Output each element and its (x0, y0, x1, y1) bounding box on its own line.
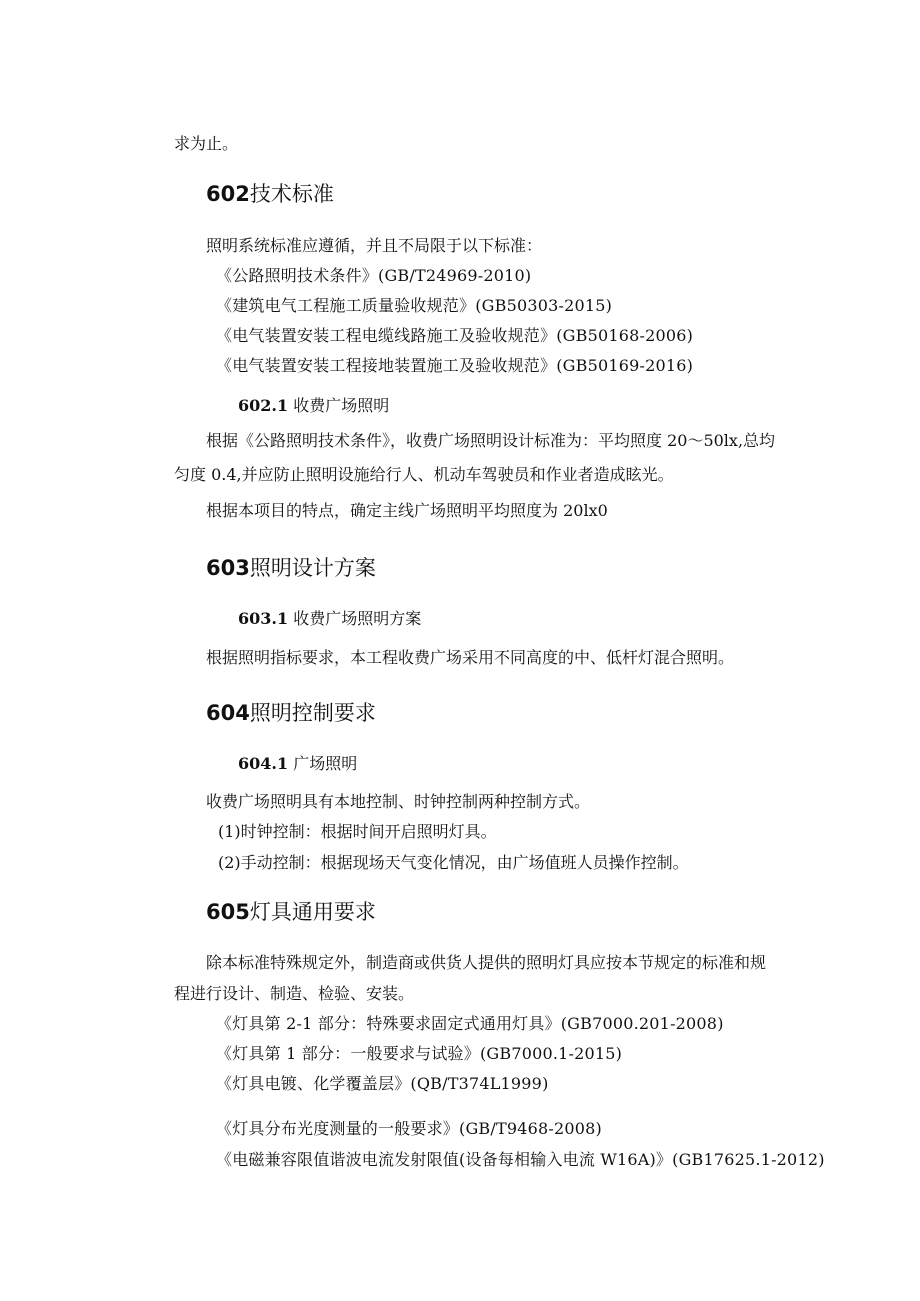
subsection-604-1-heading (238, 753, 357, 775)
section-title: 灯具通用要求 (249, 900, 376, 924)
standard-reference: 《灯具电镀、化学覆盖层》(QB/T374L1999) (216, 1074, 549, 1093)
list-item: (2)手动控制：根据现场天气变化情况，由广场值班人员操作控制。 (218, 853, 689, 872)
section-title: 照明控制要求 (249, 701, 376, 725)
section-number: 602 (206, 182, 250, 206)
paragraph: 照明系统标准应遵循，并且不局限于以下标准： (206, 236, 543, 255)
paragraph: 程进行设计、制造、检验、安装。 (174, 984, 415, 1003)
subsection-603-1-heading (238, 608, 421, 630)
subsection-602-1-heading (238, 395, 389, 417)
subsection-number: 604.1 (238, 754, 289, 773)
standard-reference: 《灯具第 2-1 部分：特殊要求固定式通用灯具》(GB7000.201-2008) (216, 1014, 724, 1033)
section-603-heading (206, 554, 376, 582)
standard-reference: 《公路照明技术条件》(GB/T24969-2010) (216, 266, 532, 285)
section-number: 605 (206, 900, 250, 924)
list-item: (1)时钟控制：根据时间开启照明灯具。 (218, 822, 497, 841)
standard-reference: 《建筑电气工程施工质量验收规范》(GB50303-2015) (216, 296, 613, 315)
standard-reference: 《灯具分布光度测量的一般要求》(GB/T9468-2008) (216, 1119, 602, 1138)
paragraph: 根据照明指标要求，本工程收费广场采用不同高度的中、低杆灯混合照明。 (206, 648, 735, 667)
section-title: 技术标准 (249, 182, 334, 206)
paragraph: 根据本项目的特点，确定主线广场照明平均照度为 20lx0 (206, 501, 608, 520)
standard-reference: 《电磁兼容限值谐波电流发射限值(设备每相输入电流 W16A)》(GB17625.1-2012) (216, 1150, 825, 1169)
subsection-number: 602.1 (238, 396, 289, 415)
paragraph: 除本标准特殊规定外，制造商或供货人提供的照明灯具应按本节规定的标准和规 (206, 953, 767, 972)
standard-reference: 《电气装置安装工程电缆线路施工及验收规范》(GB50168-2006) (216, 326, 694, 345)
section-602-heading (206, 180, 334, 208)
paragraph: 匀度 0.4,并应防止照明设施给行人、机动车驾驶员和作业者造成眩光。 (174, 465, 674, 484)
section-604-heading (206, 699, 376, 727)
section-title: 照明设计方案 (249, 556, 376, 580)
standard-reference: 《灯具第 1 部分：一般要求与试验》(GB7000.1-2015) (216, 1044, 623, 1063)
paragraph-continuation: 求为止。 (174, 134, 239, 153)
paragraph: 根据《公路照明技术条件》，收费广场照明设计标准为：平均照度 20～50lx,总均 (206, 431, 776, 450)
subsection-title: 收费广场照明方案 (293, 609, 422, 628)
section-number: 604 (206, 701, 250, 725)
standard-reference: 《电气装置安装工程接地装置施工及验收规范》(GB50169-2016) (216, 356, 694, 375)
subsection-title: 广场照明 (293, 754, 358, 773)
paragraph: 收费广场照明具有本地控制、时钟控制两种控制方式。 (206, 792, 591, 811)
subsection-number: 603.1 (238, 609, 289, 628)
section-605-heading (206, 898, 376, 926)
subsection-title: 收费广场照明 (293, 396, 390, 415)
section-number: 603 (206, 556, 250, 580)
